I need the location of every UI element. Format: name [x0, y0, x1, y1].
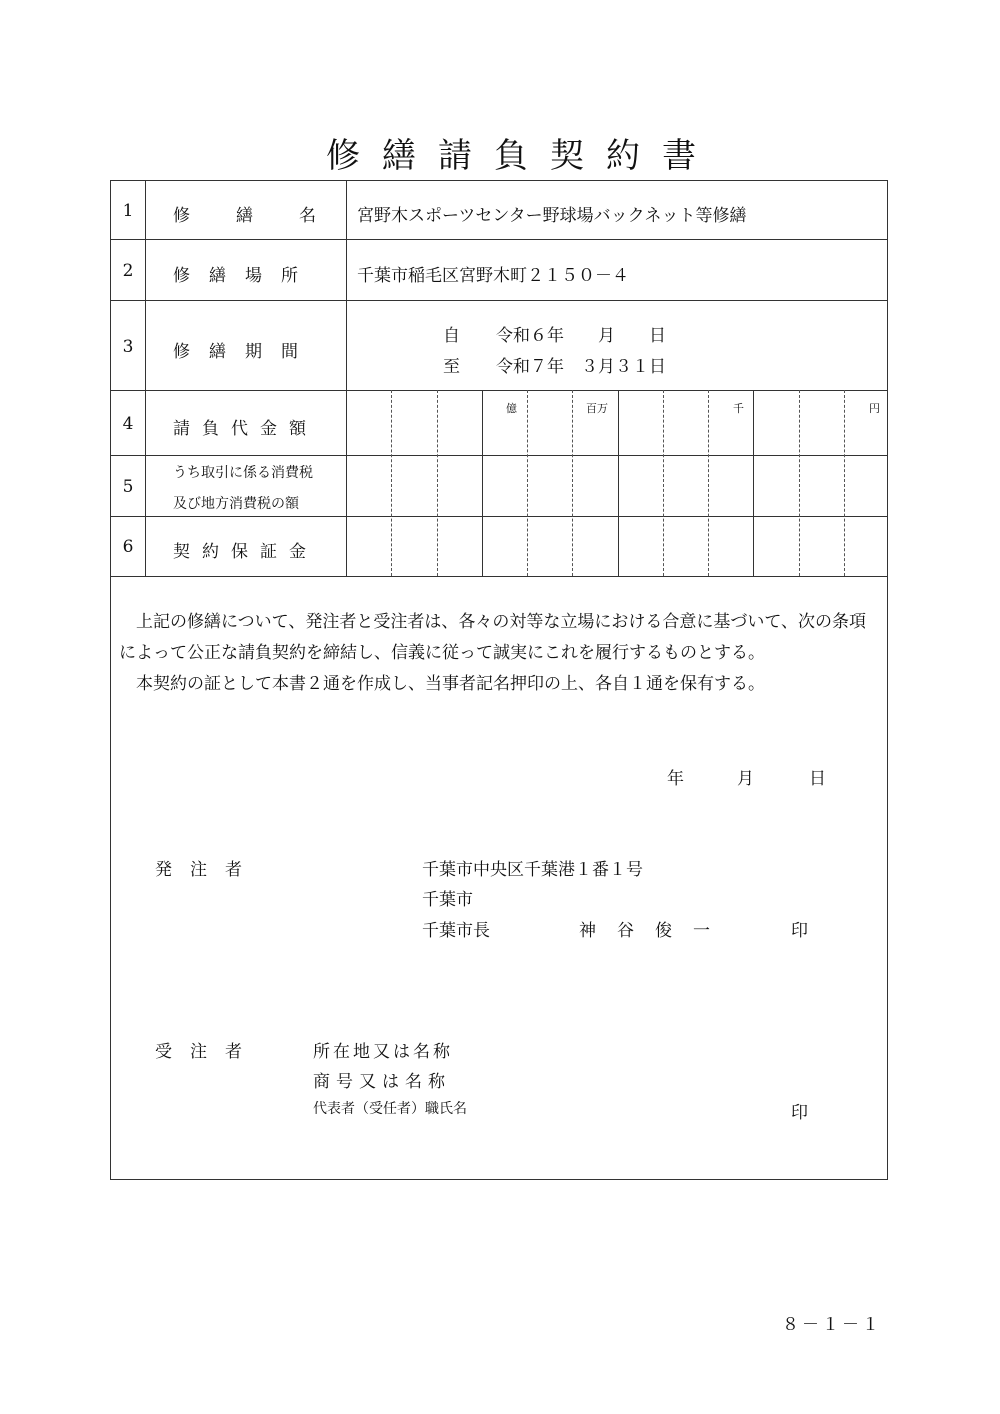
row-divider [111, 300, 887, 301]
amount-col-divider [437, 390, 438, 576]
row-divider [111, 239, 887, 240]
row-label-line1: うち取引に係る消費税 [173, 465, 313, 481]
contract-table [110, 180, 888, 1180]
orderer-person: 神 谷 俊 一 [579, 921, 712, 941]
row-label: 修繕名 [173, 206, 362, 226]
row-label: 契約保証金 [173, 542, 318, 562]
row-number: 3 [122, 337, 134, 357]
orderer-name: 千葉市 [422, 890, 473, 910]
contractor-address-field: 所在地又は名称 [313, 1042, 453, 1062]
amount-col-divider [527, 390, 528, 576]
amount-col-divider [663, 390, 664, 576]
orderer-seal: 印 [791, 921, 808, 941]
amount-col-divider [572, 390, 573, 576]
row-number: 4 [122, 414, 134, 434]
amount-col-divider [482, 390, 483, 576]
contractor-representative-field: 代表者（受任者）職氏名 [313, 1101, 467, 1117]
document-title: 修繕請負契約書 [326, 136, 718, 176]
amount-col-divider [753, 390, 754, 576]
date-year: 年 [667, 769, 684, 789]
contractor-trade-name-field: 商号又は名称 [313, 1072, 451, 1092]
period-to-prefix: 至 [443, 357, 460, 377]
contractor-seal: 印 [791, 1103, 808, 1123]
amount-col-divider [844, 390, 845, 576]
row-label-line2: 及び地方消費税の額 [173, 496, 299, 512]
row-number: 6 [122, 537, 134, 557]
unit-hyakuman: 百万 [586, 402, 608, 415]
row-divider [111, 455, 887, 456]
row-label: 修繕期間 [173, 342, 317, 362]
col-divider [145, 181, 146, 576]
amount-col-divider [618, 390, 619, 576]
orderer-title: 千葉市長 [422, 921, 490, 941]
unit-en: 円 [869, 402, 880, 415]
unit-sen: 千 [733, 402, 744, 415]
period-from: 令和６年 月 日 [496, 326, 666, 346]
row-divider [111, 576, 887, 577]
orderer-heading: 発注者 [155, 860, 260, 880]
date-month: 月 [737, 769, 754, 789]
row-label: 修繕場所 [173, 266, 317, 286]
row-divider [111, 390, 887, 391]
amount-col-divider [391, 390, 392, 576]
work-location: 千葉市稲毛区宮野木町２１５０－４ [357, 266, 629, 286]
row-number: 2 [122, 261, 134, 281]
period-to: 令和７年 ３月３１日 [496, 357, 666, 377]
page-number: ８－１－１ [782, 1315, 882, 1335]
row-number: 1 [122, 201, 134, 221]
unit-oku: 億 [506, 402, 517, 415]
amount-col-divider [708, 390, 709, 576]
col-divider [346, 181, 347, 576]
row-number: 5 [122, 477, 134, 497]
contract-paragraph-2: 本契約の証として本書２通を作成し、当事者記名押印の上、各自１通を保有する。 [136, 674, 765, 694]
row-divider [111, 516, 887, 517]
work-name: 宮野木スポーツセンター野球場バックネット等修繕 [357, 206, 747, 226]
contract-paragraph-1: 上記の修繕について、発注者と受注者は、各々の対等な立場における合意に基づいて、次の条項によって公正な請負契約を締結し、信義に従って誠実にこれを履行するものとする。 [119, 612, 866, 663]
orderer-address: 千葉市中央区千葉港１番１号 [422, 860, 643, 880]
contractor-heading: 受注者 [155, 1042, 260, 1062]
period-from-prefix: 自 [443, 326, 460, 346]
date-day: 日 [809, 769, 826, 789]
row-label: 請負代金額 [173, 419, 318, 439]
amount-col-divider [799, 390, 800, 576]
